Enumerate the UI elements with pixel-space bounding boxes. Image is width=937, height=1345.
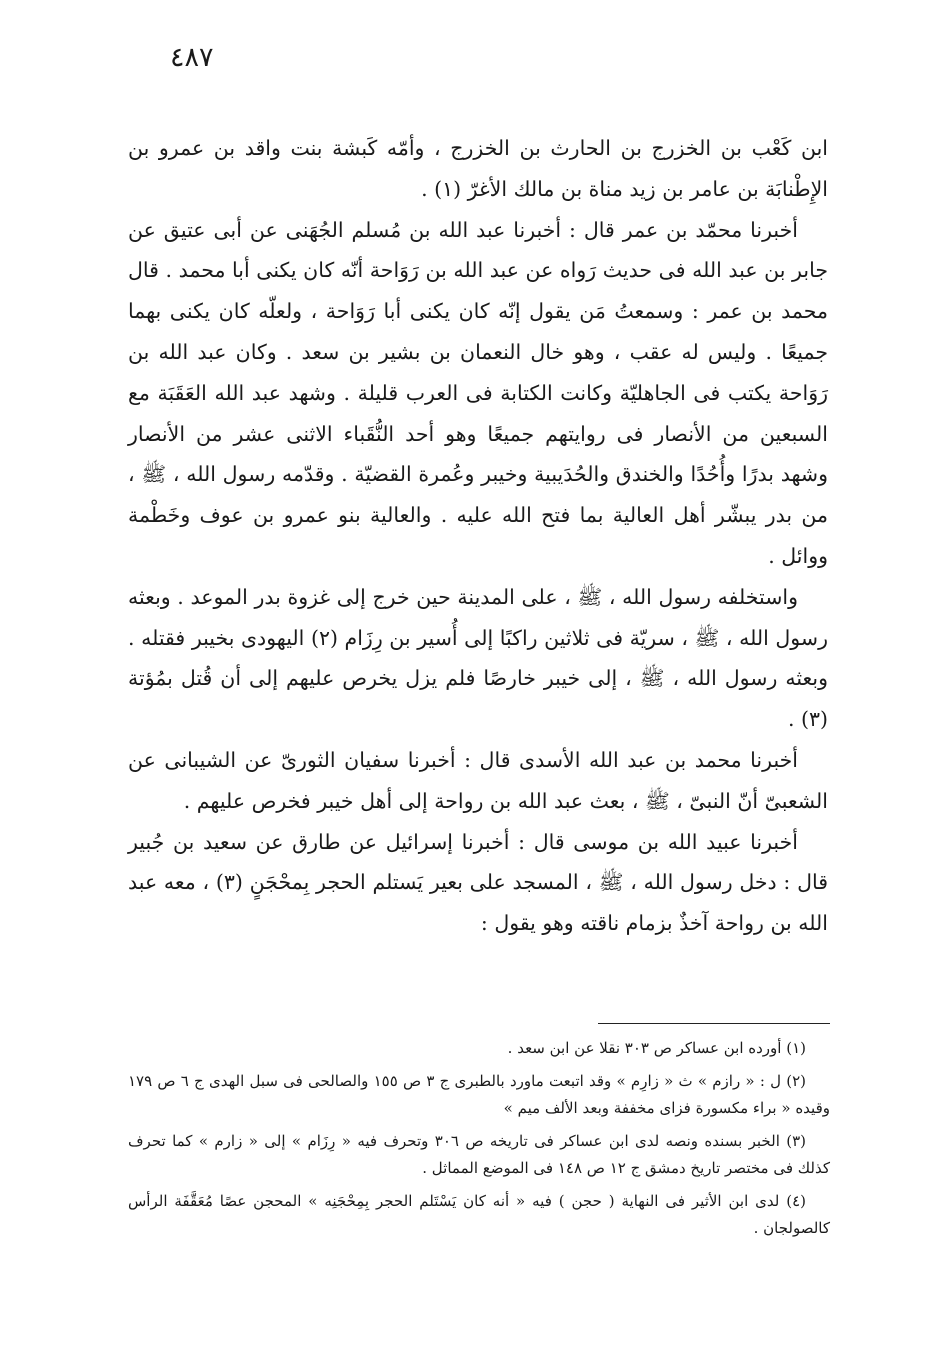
paragraph: واستخلفه رسول الله ، ﷺ ، على المدينة حين خرج إلى غزوة بدر الموعد . وبعثه رسول الله ، ﷺ ، سريّة فى ثلاثين راكبًا إلى أُسير بن رِزَام (٢) اليهودى بخيبر فقتله . وبعثه رسول الله ، ﷺ ، إلى خيبر خارصًا فلم يزل يخرص عليهم إلى أن قُتل بمُؤتة (٣) . [128, 584, 828, 732]
footnote: (٣) الخبر بسنده ونصه لدى ابن عساكر فى تاريخه ص ٣٠٦ وتحرف فيه « رِزَام » إلى « زارم » كما تحرف كذلك فى مختصر تاريخ دمشق ج ١٢ ص ١٤٨ فى الموضع المماثل . [128, 1132, 830, 1177]
paragraph: أخبرنا محمد بن عبد الله الأسدى قال : أخبرنا سفيان الثورىّ عن الشيبانى عن الشعبىّ أنّ النبىّ ، ﷺ ، بعث عبد الله بن رواحة إلى أهل خيبر فخرص عليهم . [128, 747, 828, 813]
paragraph: أخبرنا محمّد بن عمر قال : أخبرنا عبد الله بن مُسلم الجُهَنى عن أبى عتيق عن جابر بن عبد الله فى حديث رَواه عن عبد الله بن رَوَاحة أنّه كان يكنى أبا محمد . قال محمد بن عمر : وسمعتُ مَن يقول إنّه كان يكنى أبا رَوَاحة ، ولعلّه كان يكنى بهما جميعًا . وليس له عقب ، وهو خال النعمان بن بشير بن سعد . وكان عبد الله بن رَوَاحة يكتب فى الجاهليّة وكانت الكتابة فى العرب قليلة . وشهد عبد الله العَقَبَة مع السبعين من الأنصار فى روايتهم جميعًا وهو أحد النُّقَباء الاثنى عشر من الأنصار وشهد بدرًا وأُحُدًا والخندق والحُدَيبية وخيبر وعُمرة القضيّة . وقدّمه رسول الله ، ﷺ ، من بدر يبشّر أهل العالية بما فتح الله عليه . والعالية بنو عمرو بن عوف وخَطْمة ووائل . [128, 217, 828, 568]
footnote: (٤) لدى ابن الأثير فى النهاية ( حجن ) فيه « أنه كان يَسْتَلم الحجر بِمِحْجَنِه » المحجن عصًا مُعَقَّفَة الرأس كالصولجان . [128, 1192, 830, 1237]
footnote: (١) أورده ابن عساكر ص ٣٠٣ نقلا عن ابن سعد . [507, 1039, 806, 1057]
footnote-divider [598, 1023, 830, 1024]
paragraph: ابن كَعْب بن الخزرج بن الحارث بن الخزرج ، وأمّه كَبشة بنت واقد بن عمرو بن الإِطْنابَة بن عامر بن زيد مناة بن مالك الأغرّ (١) . [128, 136, 828, 201]
main-text [128, 128, 828, 944]
page-number: ٤٨٧ [170, 42, 214, 73]
footnote: (٢) ل : « رازم » ث « زارِم » وقد اتبعت ماورد بالطبرى ج ٣ ص ١٥٥ والصالحى فى سبل الهدى ج ٦ ص ١٧٩ وقيده « براء مكسورة فزاى مخففة وبعد الألف ميم » [128, 1072, 830, 1117]
paragraph: أخبرنا عبيد الله بن موسى قال : أخبرنا إسرائيل عن طارق عن سعيد بن جُبير قال : دخل رسول الله ، ﷺ ، المسجد على بعير يَستلم الحجر بِمحْجَنٍ (٣) ، معه عبد الله بن رواحة آخذٌ بزمام ناقته وهو يقول : [128, 829, 829, 936]
footnotes [128, 1035, 830, 1248]
